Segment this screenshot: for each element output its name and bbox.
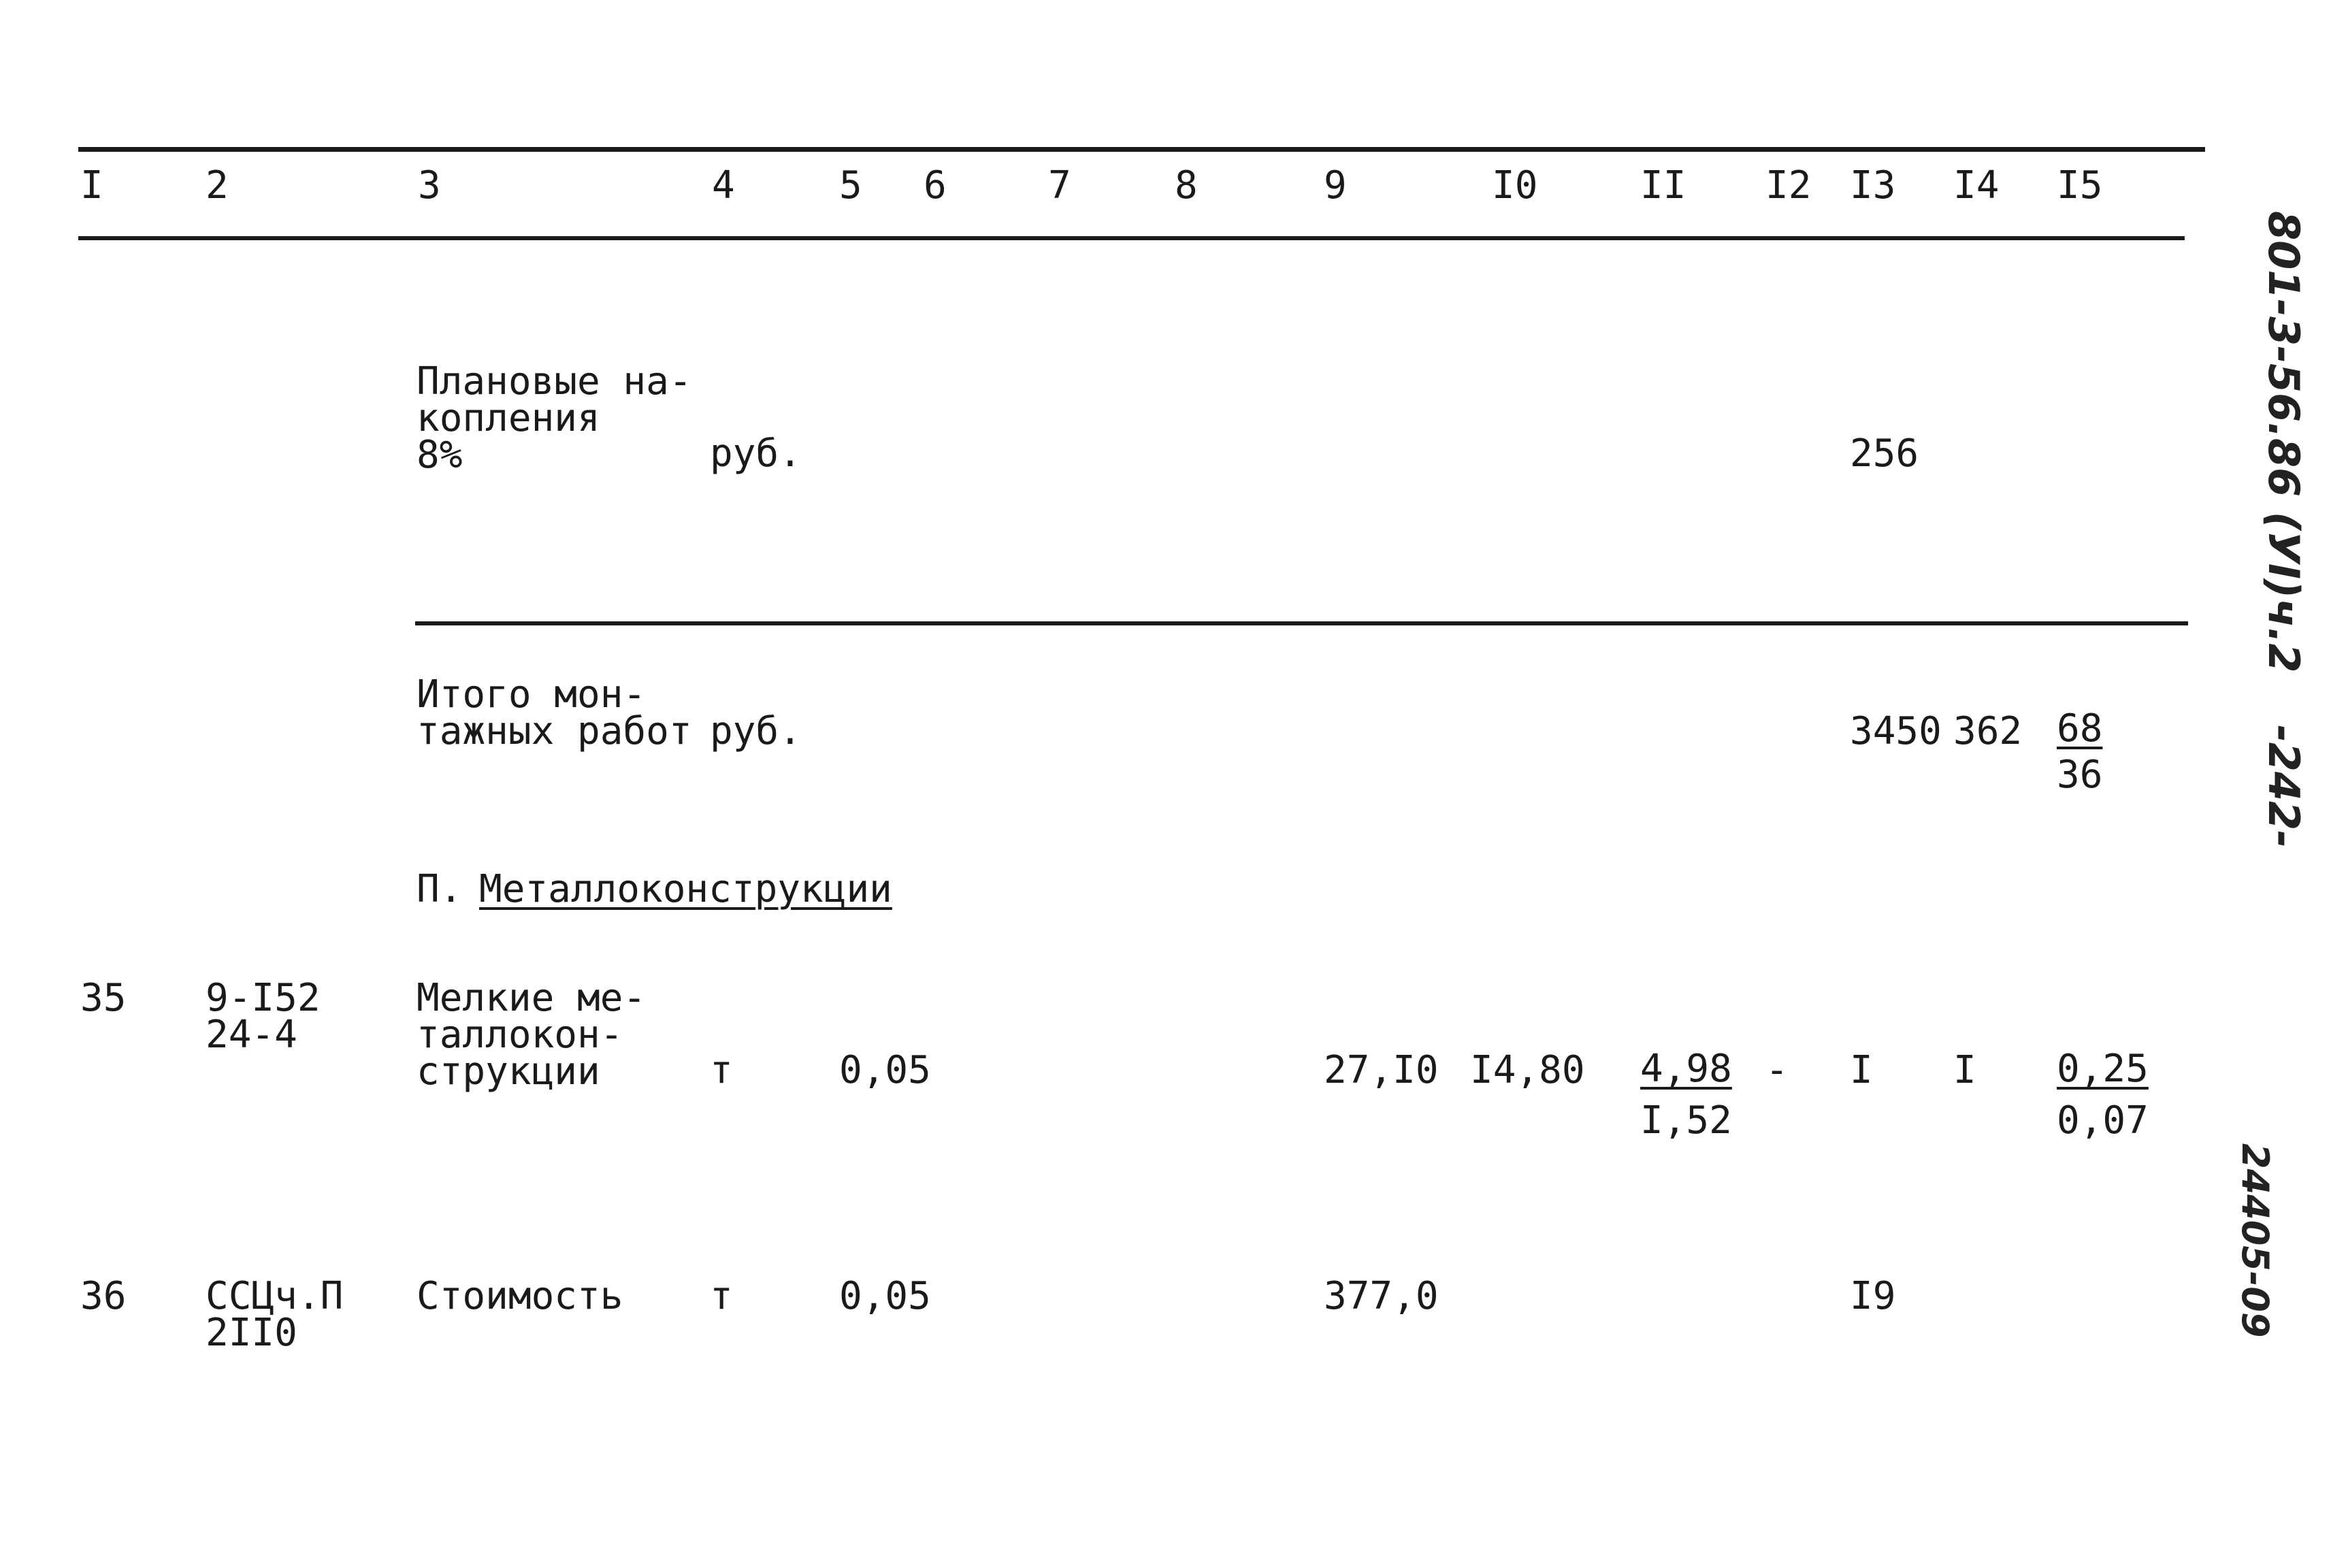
header-col-6: 6 [924,163,947,208]
row-col-15-bottom: 0,07 [2057,1098,2149,1143]
row-number: 35 [80,976,127,1020]
row-col-13: I [1850,1048,1873,1092]
row-col-11-top: 4,98 [1640,1047,1732,1091]
header-col-15: I5 [2057,163,2103,208]
header-col-12: I2 [1765,163,1812,208]
row-unit: т [710,1048,733,1092]
section-prefix: П. [417,867,463,911]
header-col-8: 8 [1175,163,1198,208]
header-col-13: I3 [1850,163,1896,208]
header-rule [78,236,2185,240]
row-name: Мелкие ме- таллокон- струкции [417,976,647,1094]
row-code: ССЦч.П 2II0 [206,1274,344,1355]
row-col-9: 377,0 [1324,1274,1439,1318]
row-name: Стоимость [417,1274,623,1318]
row-name: Плановые на- копления 8% [417,359,692,477]
header-col-9: 9 [1324,163,1347,208]
header-col-3: 3 [418,163,441,208]
row-code: 9-I52 24-4 [206,976,321,1057]
row-col-15-top: 0,25 [2057,1047,2149,1091]
row-name: Итого мон- тажных работ [417,672,692,753]
row-col-12: - [1765,1048,1789,1092]
header-col-1: I [80,163,103,208]
section-title: Металлоконструкции [479,867,892,911]
row-unit: руб. [710,431,802,476]
document-code: 801-3-56.86 (УI)ч.2 [2259,211,2309,673]
header-col-4: 4 [712,163,735,208]
row-unit: т [710,1274,733,1318]
header-col-11: II [1640,163,1686,208]
top-rule [78,147,2205,152]
row-quantity: 0,05 [839,1048,931,1092]
header-col-2: 2 [206,163,229,208]
row-col-13: 256 [1850,431,1919,476]
subtotal-rule [415,621,2188,625]
inventory-stamp: 24405-09 [2234,1143,2277,1338]
page-number: -242- [2259,725,2309,848]
row-col-15-top: 68 [2057,706,2103,751]
row-quantity: 0,05 [839,1274,931,1318]
header-col-7: 7 [1048,163,1071,208]
row-col-11-bottom: I,52 [1640,1098,1732,1143]
row-unit: руб. [710,709,802,753]
header-col-14: I4 [1953,163,2000,208]
row-col-10: I4,80 [1470,1048,1585,1092]
row-col-9: 27,I0 [1324,1048,1439,1092]
row-col-13: 3450 [1850,709,1942,753]
header-col-5: 5 [839,163,862,208]
row-col-13: I9 [1850,1274,1896,1318]
row-col-15-bottom: 36 [2057,753,2103,797]
row-col-14: 362 [1953,709,2023,753]
header-col-10: I0 [1492,163,1538,208]
row-col-14: I [1953,1048,1976,1092]
row-number: 36 [80,1274,127,1318]
